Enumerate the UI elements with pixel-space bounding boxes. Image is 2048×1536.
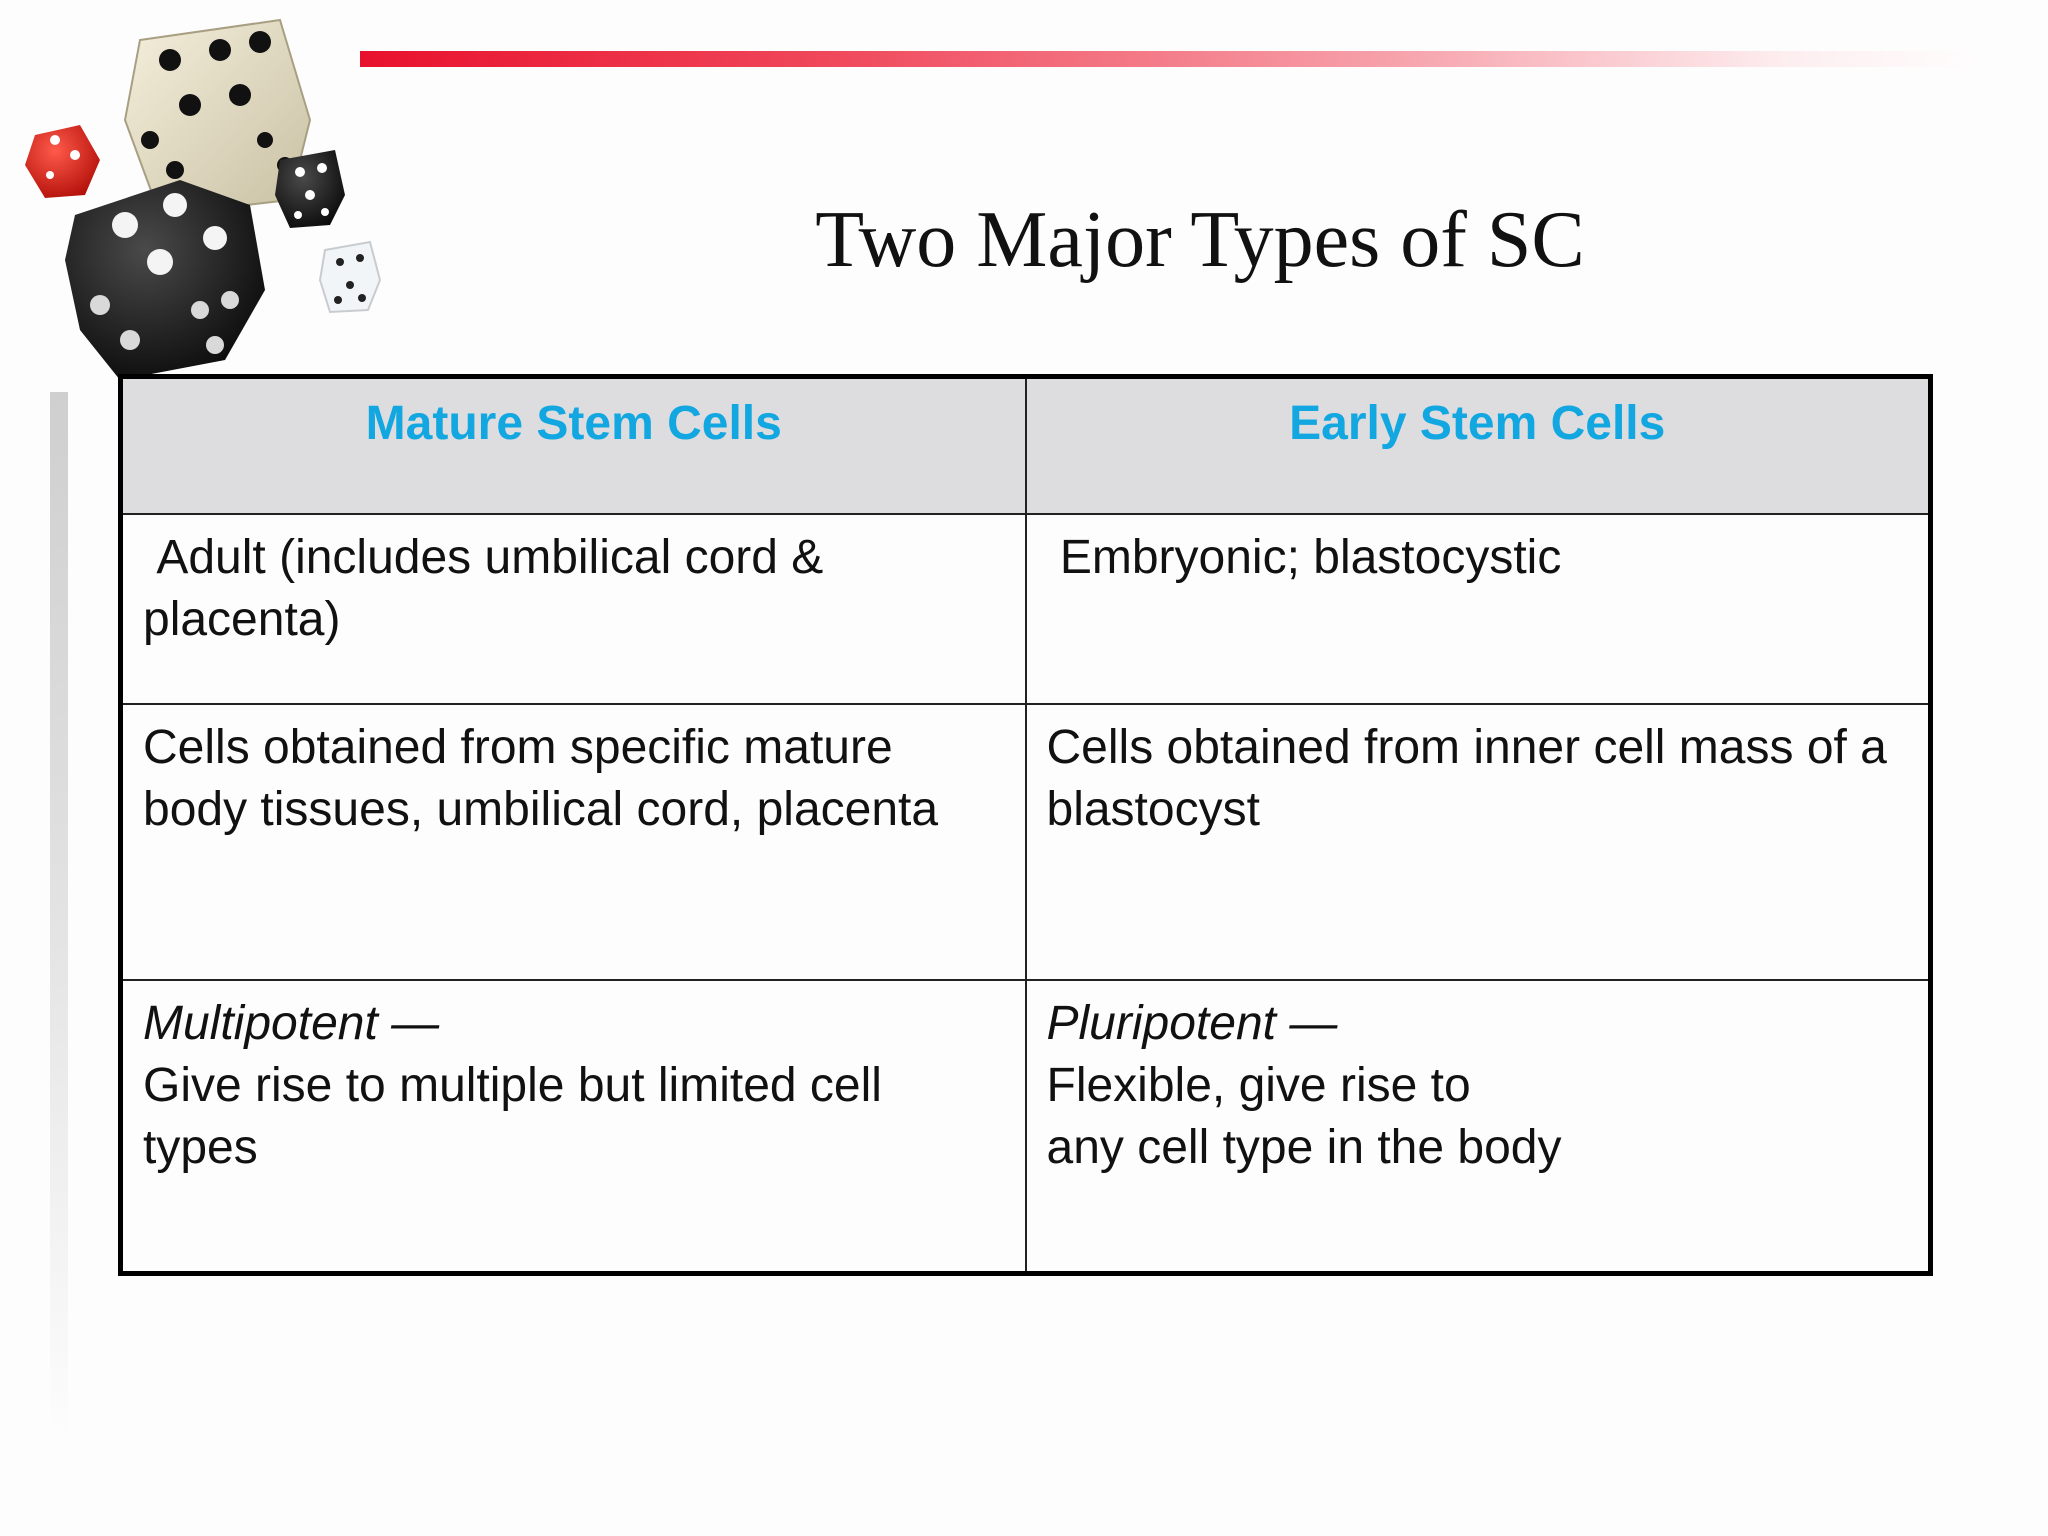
- dice-icon: [0, 0, 400, 390]
- cell-text: Cells obtained from inner cell mass of a blastocyst: [1046, 721, 1887, 836]
- column-header-mature: Mature Stem Cells: [121, 377, 1026, 515]
- table-row: [121, 704, 1931, 980]
- column-header-early: Early Stem Cells: [1026, 377, 1931, 515]
- table-cell: [1026, 704, 1931, 980]
- table-cell: [121, 980, 1026, 1274]
- table-header-row: [121, 377, 1931, 515]
- table-row: [121, 514, 1931, 704]
- cell-text: any cell type in the body: [1046, 1121, 1562, 1174]
- cell-text: Adult (includes umbilical cord & placenta): [143, 531, 837, 646]
- cell-text: Give rise to multiple but limited cell types: [143, 1059, 882, 1174]
- page-title: Two Major Types of SC: [815, 196, 1585, 284]
- table-cell: [1026, 980, 1931, 1274]
- cell-text: Flexible, give rise to: [1046, 1059, 1471, 1112]
- accent-bar: [360, 51, 1980, 67]
- cell-term: Multipotent —: [143, 997, 440, 1050]
- table-row: [121, 980, 1931, 1274]
- comparison-table: [118, 374, 1933, 1276]
- table-cell: [1026, 514, 1931, 704]
- table-cell: [121, 704, 1026, 980]
- cell-text: Cells obtained from specific mature body tissues, umbilical cord, placenta: [143, 721, 939, 836]
- cell-term: Pluripotent —: [1046, 997, 1338, 1050]
- cell-text: Embryonic; blastocystic: [1046, 531, 1562, 584]
- side-bar: [50, 392, 68, 1442]
- table-cell: [121, 514, 1026, 704]
